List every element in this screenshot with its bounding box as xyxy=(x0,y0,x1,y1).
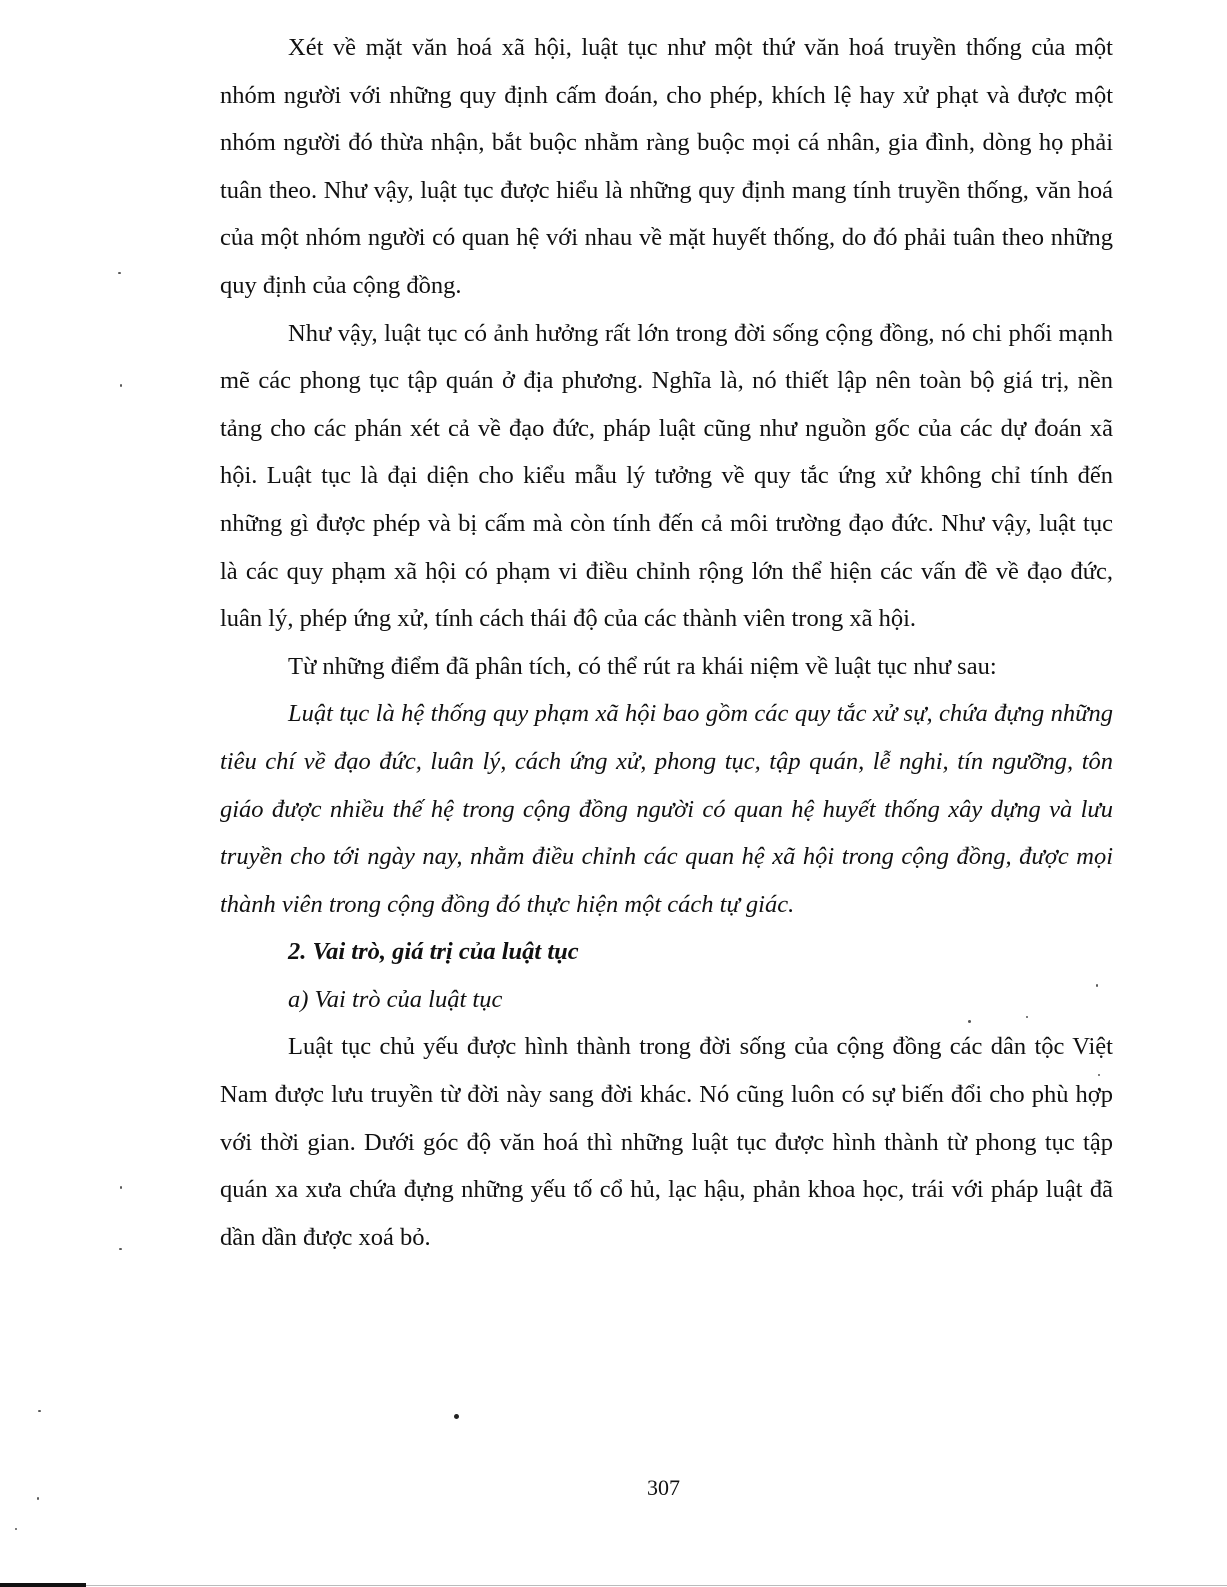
scan-speck xyxy=(37,1497,39,1500)
scan-speck xyxy=(1026,1016,1028,1018)
definition-paragraph: Luật tục là hệ thống quy phạm xã hội bao gồm các quy tắc xử sự, chứa đựng những tiêu chí về đạo đức, luân lý, cách ứng xử, phong tục, tập quán, lễ nghi, tín ngưỡng, tôn giáo được nhiều thế hệ trong cộng đồng người có quan hệ huyết thống xây dựng và lưu truyền cho tới ngày nay, nhằm điều chỉnh các quan hệ xã hội trong cộng đồng, được mọi thành viên trong cộng đồng đó thực hiện một cách tự giác. xyxy=(220,700,1113,918)
paragraph-3: Từ những điểm đã phân tích, có thể rút ra khái niệm về luật tục như sau: xyxy=(288,652,997,680)
scan-speck xyxy=(120,1186,122,1189)
page-body xyxy=(220,24,1113,1261)
paragraph-2: Như vậy, luật tục có ảnh hưởng rất lớn trong đời sống cộng đồng, nó chi phối mạnh mẽ các phong tục tập quán ở địa phương. Nghĩa là, nó thiết lập nên toàn bộ giá trị, nền tảng cho các phán xét cả về đạo đức, pháp luật cũng như nguồn gốc của các dự đoán xã hội. Luật tục là đại diện cho kiểu mẫu lý tưởng về quy tắc ứng xử không chỉ tính đến những gì được phép và bị cấm mà còn tính đến cả môi trường đạo đức. Như vậy, luật tục là các quy phạm xã hội có phạm vi điều chỉnh rộng lớn thể hiện các vấn đề về đạo đức, luân lý, phép ứng xử, tính cách thái độ của các thành viên trong xã hội. xyxy=(220,319,1113,633)
scan-speck xyxy=(454,1414,459,1419)
footer-rule-thin xyxy=(86,1585,1227,1586)
scan-speck xyxy=(118,272,121,274)
section-heading: 2. Vai trò, giá trị của luật tục xyxy=(288,938,579,966)
scan-speck xyxy=(15,1528,17,1530)
paragraph-1: Xét về mặt văn hoá xã hội, luật tục như một thứ văn hoá truyền thống của một nhóm người với những quy định cấm đoán, cho phép, khích lệ hay xử phạt và được một nhóm người đó thừa nhận, bắt buộc nhằm ràng buộc mọi cá nhân, gia đình, dòng họ phải tuân theo. Như vậy, luật tục được hiểu là những quy định mang tính truyền thống, văn hoá của một nhóm người có quan hệ với nhau về mặt huyết thống, do đó phải tuân theo những quy định của cộng đồng. xyxy=(220,34,1113,299)
scan-speck xyxy=(968,1020,971,1023)
page-number: 307 xyxy=(647,1475,680,1500)
footer-rule xyxy=(0,1583,86,1587)
subsection-heading: a) Vai trò của luật tục xyxy=(288,985,503,1013)
scan-speck xyxy=(1098,1074,1100,1076)
scan-speck xyxy=(1096,984,1098,987)
scan-speck xyxy=(119,1248,122,1250)
closing-paragraph: Luật tục chủ yếu được hình thành trong đời sống của cộng đồng các dân tộc Việt Nam được lưu truyền từ đời này sang đời khác. Nó cũng luôn có sự biến đổi cho phù hợp với thời gian. Dưới góc độ văn hoá thì những luật tục được hình thành từ phong tục tập quán xa xưa chứa đựng những yếu tố cổ hủ, lạc hậu, phản khoa học, trái với pháp luật đã dần dần được xoá bỏ. xyxy=(220,1033,1113,1251)
scan-speck xyxy=(38,1410,41,1412)
scan-speck xyxy=(120,384,122,387)
